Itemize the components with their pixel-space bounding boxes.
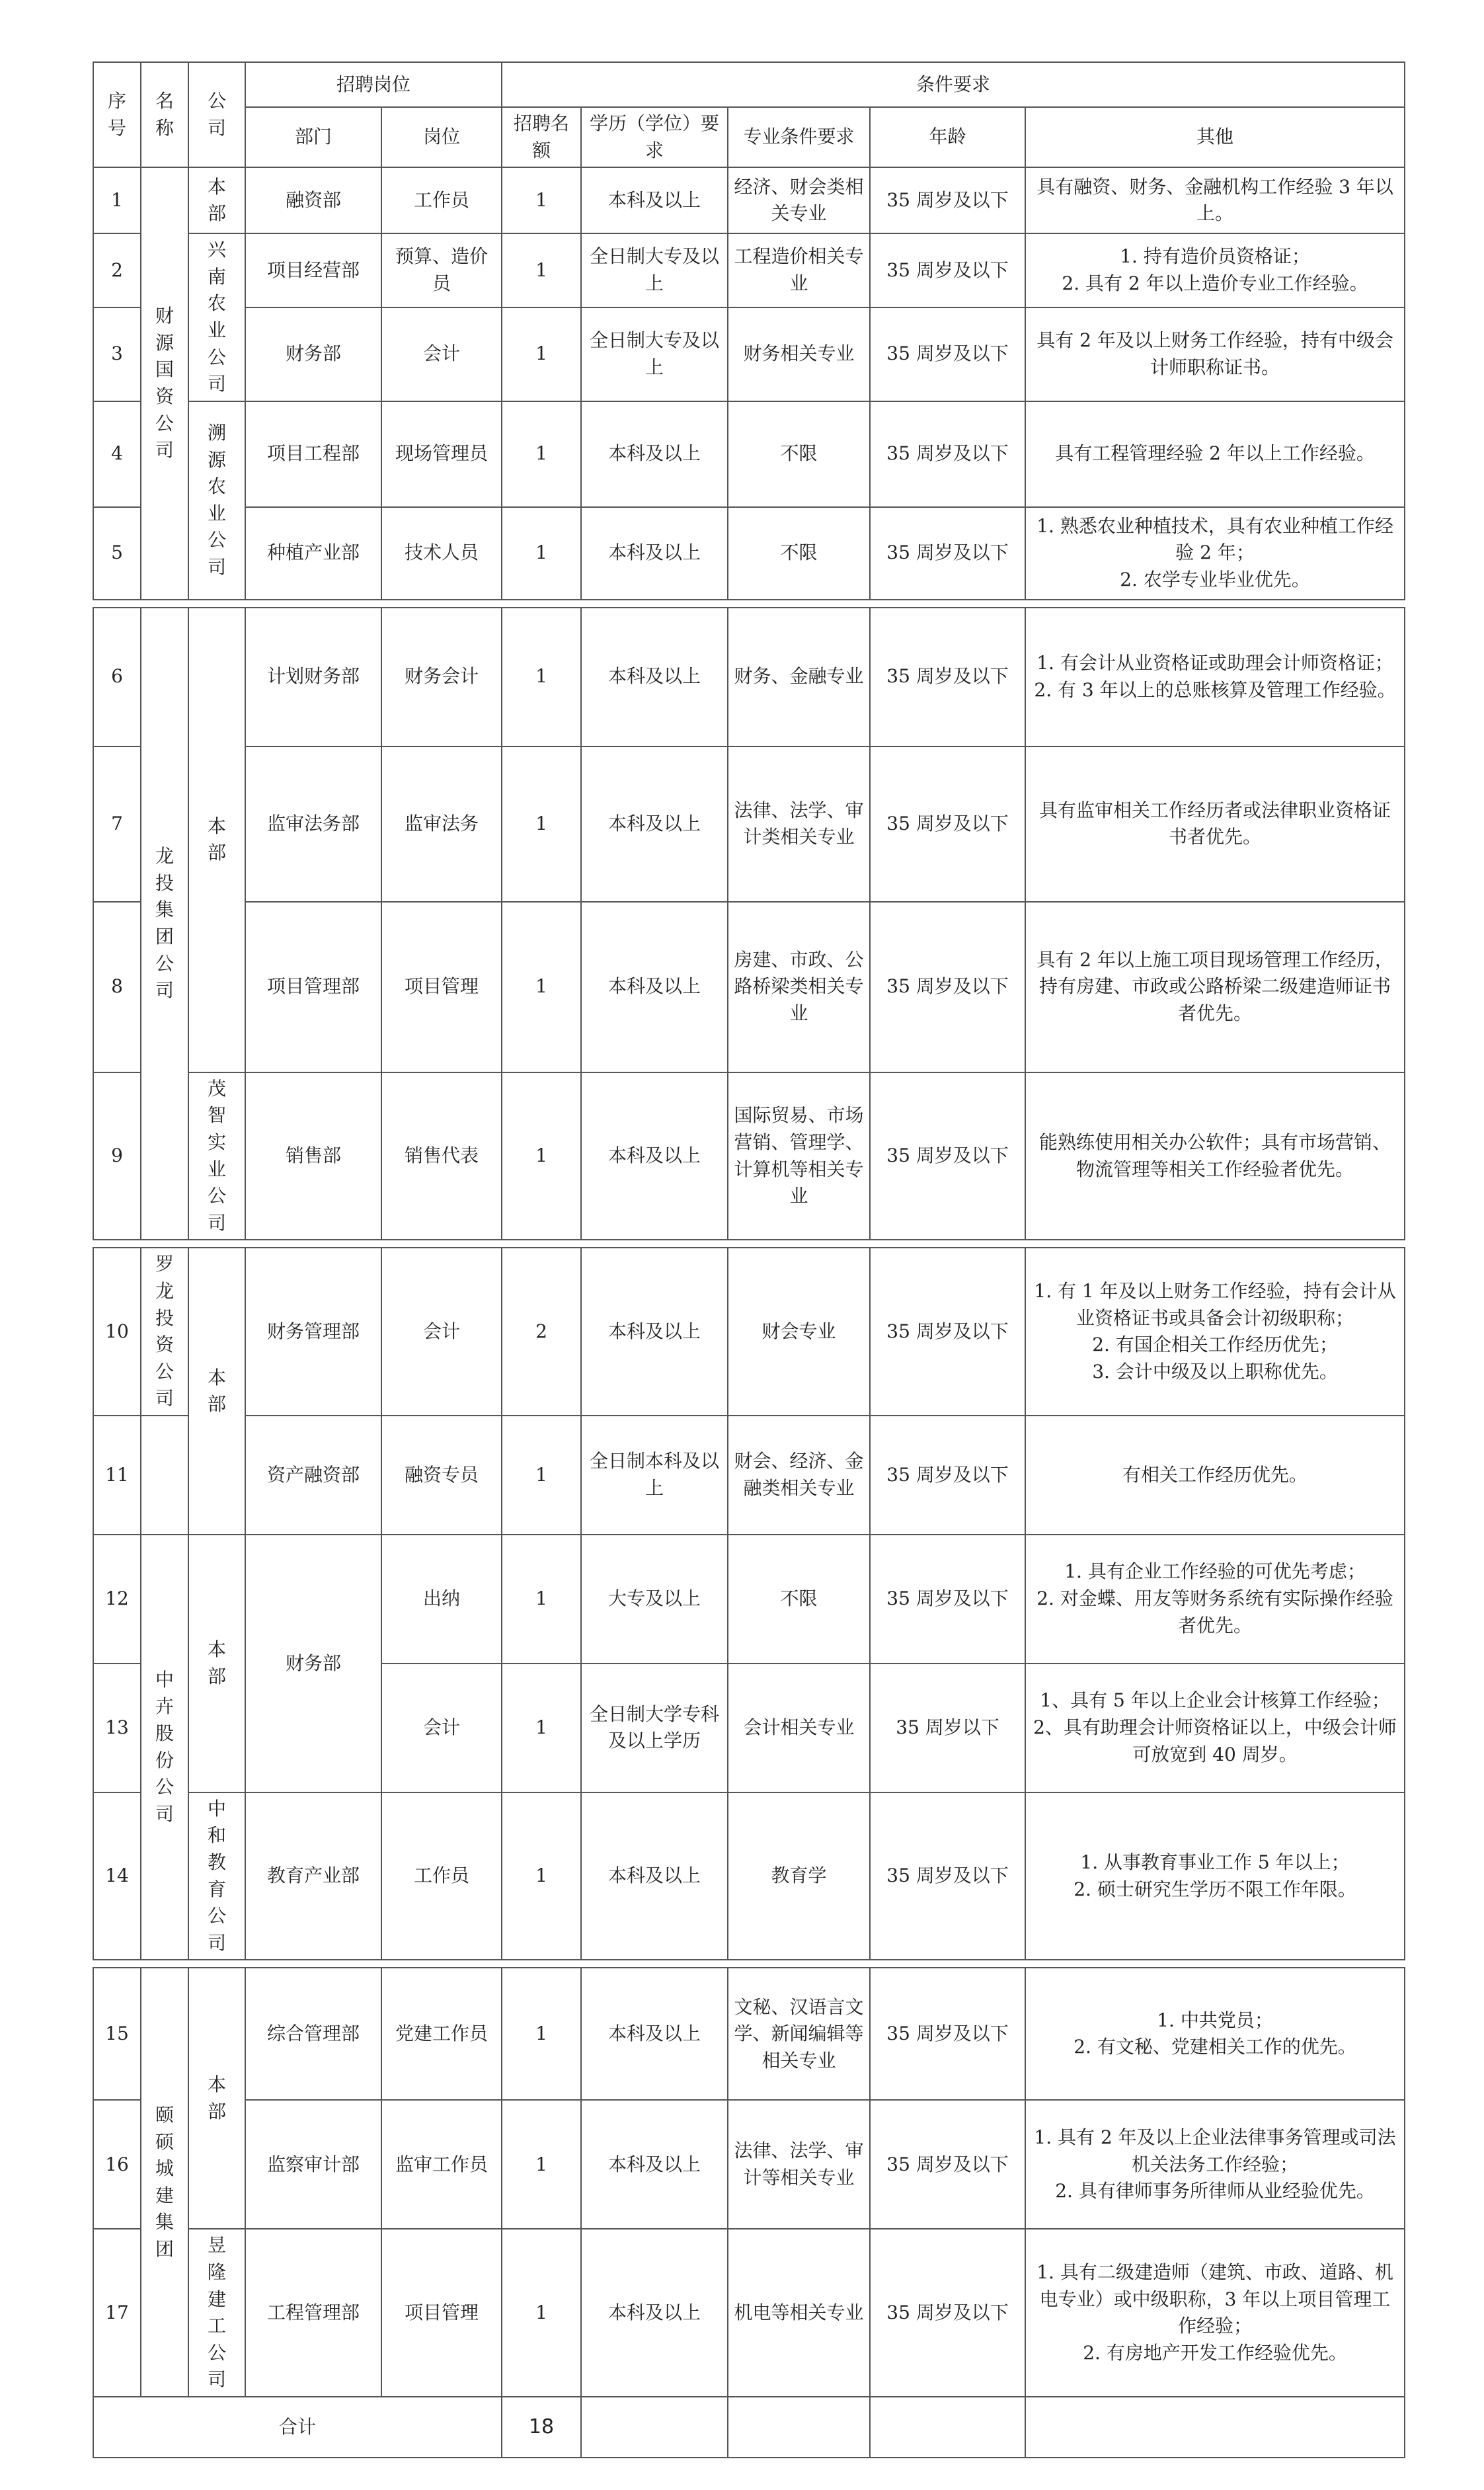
row-seq: 6 — [93, 608, 141, 746]
row-seq: 12 — [93, 1535, 141, 1664]
header-edu: 学历（学位）要求 — [581, 107, 728, 167]
row-edu: 全日制大学专科及以上学历 — [581, 1664, 728, 1792]
row-edu: 大专及以上 — [581, 1535, 728, 1664]
row-age: 35 周岁及以下 — [870, 902, 1025, 1072]
row-major: 工程造价相关专业 — [728, 233, 870, 307]
company-name: 兴南农业公司 — [188, 233, 245, 401]
row-seq: 11 — [93, 1416, 141, 1535]
row-post: 工作员 — [381, 167, 502, 233]
row-dept: 财务管理部 — [245, 1248, 381, 1416]
section-divider — [93, 1960, 1405, 1968]
row-quota: 1 — [502, 507, 581, 600]
row-dept: 教育产业部 — [245, 1792, 381, 1960]
row-edu: 全日制大专及以上 — [581, 307, 728, 401]
row-other: 1、具有 5 年以上企业会计核算工作经验； 2、具有助理会计师资格证以上，中级会计师可放宽到 40 周岁。 — [1025, 1664, 1405, 1792]
table-row — [93, 1072, 1405, 1240]
row-quota: 1 — [502, 1535, 581, 1664]
row-dept: 监察审计部 — [245, 2100, 381, 2229]
row-edu: 全日制大专及以上 — [581, 233, 728, 307]
header-age: 年龄 — [870, 107, 1025, 167]
header-other: 其他 — [1025, 107, 1405, 167]
row-dept: 项目工程部 — [245, 401, 381, 507]
row-other: 具有工程管理经验 2 年以上工作经验。 — [1025, 401, 1405, 507]
table-row — [93, 902, 1405, 1072]
row-edu: 本科及以上 — [581, 1248, 728, 1416]
row-dept: 综合管理部 — [245, 1968, 381, 2100]
row-other: 1. 具有二级建造师（建筑、市政、道路、机电专业）或中级职称，3 年以上项目管理工作经验； 2. 有房地产开发工作经验优先。 — [1025, 2229, 1405, 2397]
row-major: 经济、财会类相关专业 — [728, 167, 870, 233]
section-divider-cell — [93, 1960, 1405, 1968]
row-seq: 9 — [93, 1072, 141, 1240]
row-age: 35 周岁及以下 — [870, 1248, 1025, 1416]
company-name: 本部 — [188, 1248, 245, 1535]
row-major: 教育学 — [728, 1792, 870, 1960]
row-age: 35 周岁及以下 — [870, 2100, 1025, 2229]
section-divider-cell — [93, 600, 1405, 608]
company-name: 溯源农业公司 — [188, 401, 245, 600]
row-seq: 7 — [93, 746, 141, 902]
row-dept: 工程管理部 — [245, 2229, 381, 2397]
row-major: 财务、金融专业 — [728, 608, 870, 746]
row-post: 监审法务 — [381, 746, 502, 902]
row-major: 不限 — [728, 507, 870, 600]
row-dept: 资产融资部 — [245, 1416, 381, 1535]
row-post: 监审工作员 — [381, 2100, 502, 2229]
row-post: 出纳 — [381, 1535, 502, 1664]
header-position-group: 招聘岗位 — [245, 62, 502, 107]
row-major: 机电等相关专业 — [728, 2229, 870, 2397]
row-quota: 1 — [502, 2229, 581, 2397]
row-post: 技术人员 — [381, 507, 502, 600]
row-quota: 1 — [502, 2100, 581, 2229]
row-major: 会计相关专业 — [728, 1664, 870, 1792]
recruitment-table — [93, 61, 1405, 2458]
row-age: 35 周岁及以下 — [870, 1416, 1025, 1535]
header-condition-group: 条件要求 — [502, 62, 1405, 107]
row-quota: 2 — [502, 1248, 581, 1416]
row-age: 35 周岁及以下 — [870, 401, 1025, 507]
table-row — [93, 608, 1405, 746]
group-name-blank — [141, 1416, 188, 1535]
row-age: 35 周岁及以下 — [870, 1072, 1025, 1240]
company-name: 本部 — [188, 167, 245, 233]
row-edu: 本科及以上 — [581, 608, 728, 746]
row-post: 财务会计 — [381, 608, 502, 746]
row-age: 35 周岁及以下 — [870, 167, 1025, 233]
section-divider — [93, 1240, 1405, 1248]
row-other: 1. 有会计从业资格证或助理会计师资格证； 2. 有 3 年以上的总账核算及管理工作经验。 — [1025, 608, 1405, 746]
row-major: 文秘、汉语言文学、新闻编辑等相关专业 — [728, 1968, 870, 2100]
row-edu: 本科及以上 — [581, 167, 728, 233]
row-major: 不限 — [728, 1535, 870, 1664]
row-post: 会计 — [381, 1664, 502, 1792]
row-major: 不限 — [728, 401, 870, 507]
row-age: 35 周岁及以下 — [870, 1535, 1025, 1664]
total-empty — [728, 2397, 870, 2458]
row-quota: 1 — [502, 1416, 581, 1535]
table-row — [93, 1248, 1405, 1416]
table-row — [93, 307, 1405, 401]
row-seq: 1 — [93, 167, 141, 233]
row-quota: 1 — [502, 1072, 581, 1240]
row-quota: 1 — [502, 608, 581, 746]
company-name: 昱隆建工公司 — [188, 2229, 245, 2397]
total-row — [93, 2397, 1405, 2458]
row-quota: 1 — [502, 401, 581, 507]
table-row — [93, 2100, 1405, 2229]
row-dept: 销售部 — [245, 1072, 381, 1240]
header-name: 名称 — [141, 62, 188, 167]
row-age: 35 周岁及以下 — [870, 307, 1025, 401]
row-other: 1. 中共党员； 2. 有文秘、党建相关工作的优先。 — [1025, 1968, 1405, 2100]
row-seq: 5 — [93, 507, 141, 600]
row-dept: 财务部 — [245, 307, 381, 401]
row-dept: 融资部 — [245, 167, 381, 233]
row-age: 35 周岁及以下 — [870, 1968, 1025, 2100]
row-age: 35 周岁以下 — [870, 1664, 1025, 1792]
table-row — [93, 1968, 1405, 2100]
header-major: 专业条件要求 — [728, 107, 870, 167]
row-edu: 本科及以上 — [581, 2229, 728, 2397]
row-other: 能熟练使用相关办公软件；具有市场营销、物流管理等相关工作经验者优先。 — [1025, 1072, 1405, 1240]
row-edu: 本科及以上 — [581, 401, 728, 507]
row-post: 会计 — [381, 1248, 502, 1416]
row-seq: 16 — [93, 2100, 141, 2229]
total-empty — [870, 2397, 1025, 2458]
row-quota: 1 — [502, 307, 581, 401]
group-name: 罗龙投资公司 — [141, 1248, 188, 1416]
company-name: 中和教育公司 — [188, 1792, 245, 1960]
row-post: 预算、造价员 — [381, 233, 502, 307]
row-other: 具有监审相关工作经历者或法律职业资格证书者优先。 — [1025, 746, 1405, 902]
row-major: 法律、法学、审计类相关专业 — [728, 746, 870, 902]
table-row — [93, 233, 1405, 307]
row-other: 1. 具有 2 年及以上企业法律事务管理或司法机关法务工作经验； 2. 具有律师事务所律师从业经验优先。 — [1025, 2100, 1405, 2229]
section-divider — [93, 600, 1405, 608]
row-dept: 监审法务部 — [245, 746, 381, 902]
row-dept: 项目管理部 — [245, 902, 381, 1072]
row-quota: 1 — [502, 902, 581, 1072]
row-other: 1. 有 1 年及以上财务工作经验，持有会计从业资格证书或具备会计初级职称； 2. 有国企相关工作经历优先； 3. 会计中级及以上职称优先。 — [1025, 1248, 1405, 1416]
row-major: 财会专业 — [728, 1248, 870, 1416]
row-dept: 项目经营部 — [245, 233, 381, 307]
row-post: 销售代表 — [381, 1072, 502, 1240]
table-row — [93, 2229, 1405, 2397]
total-empty — [1025, 2397, 1405, 2458]
company-name: 茂智实业公司 — [188, 1072, 245, 1240]
row-major: 财务相关专业 — [728, 307, 870, 401]
table-row — [93, 1535, 1405, 1664]
row-seq: 8 — [93, 902, 141, 1072]
row-post: 项目管理 — [381, 902, 502, 1072]
header-row-2 — [93, 107, 1405, 167]
row-age: 35 周岁及以下 — [870, 746, 1025, 902]
table-row — [93, 1792, 1405, 1960]
row-other: 具有 2 年以上施工项目现场管理工作经历，持有房建、市政或公路桥梁二级建造师证书者优先。 — [1025, 902, 1405, 1072]
row-seq: 3 — [93, 307, 141, 401]
row-quota: 1 — [502, 746, 581, 902]
row-quota: 1 — [502, 1968, 581, 2100]
row-quota: 1 — [502, 1664, 581, 1792]
section-divider-cell — [93, 1240, 1405, 1248]
row-major: 财会、经济、金融类相关专业 — [728, 1416, 870, 1535]
table-row — [93, 1416, 1405, 1535]
table-row — [93, 746, 1405, 902]
row-post: 现场管理员 — [381, 401, 502, 507]
row-post: 项目管理 — [381, 2229, 502, 2397]
total-empty — [581, 2397, 728, 2458]
row-post: 党建工作员 — [381, 1968, 502, 2100]
row-major: 法律、法学、审计等相关专业 — [728, 2100, 870, 2229]
row-seq: 4 — [93, 401, 141, 507]
header-post: 岗位 — [381, 107, 502, 167]
row-edu: 本科及以上 — [581, 746, 728, 902]
row-dept: 种植产业部 — [245, 507, 381, 600]
row-other: 具有 2 年及以上财务工作经验，持有中级会计师职称证书。 — [1025, 307, 1405, 401]
header-seq: 序号 — [93, 62, 141, 167]
header-row-1 — [93, 62, 1405, 107]
row-seq: 10 — [93, 1248, 141, 1416]
company-name: 本部 — [188, 608, 245, 1072]
row-dept: 财务部 — [245, 1535, 381, 1792]
row-age: 35 周岁及以下 — [870, 2229, 1025, 2397]
row-other: 有相关工作经历优先。 — [1025, 1416, 1405, 1535]
row-edu: 本科及以上 — [581, 1792, 728, 1960]
row-other: 1. 具有企业工作经验的可优先考虑； 2. 对金蝶、用友等财务系统有实际操作经验者优先。 — [1025, 1535, 1405, 1664]
company-name: 本部 — [188, 1968, 245, 2229]
row-other: 1. 持有造价员资格证； 2. 具有 2 年以上造价专业工作经验。 — [1025, 233, 1405, 307]
row-seq: 14 — [93, 1792, 141, 1960]
row-edu: 本科及以上 — [581, 902, 728, 1072]
total-label: 合计 — [93, 2397, 502, 2458]
table-row — [93, 167, 1405, 233]
group-name: 中卉股份公司 — [141, 1535, 188, 1960]
row-major: 房建、市政、公路桥梁类相关专业 — [728, 902, 870, 1072]
row-edu: 全日制本科及以上 — [581, 1416, 728, 1535]
group-name: 龙投集团公司 — [141, 608, 188, 1240]
header-company: 公司 — [188, 62, 245, 167]
row-quota: 1 — [502, 167, 581, 233]
header-quota: 招聘名额 — [502, 107, 581, 167]
row-quota: 1 — [502, 1792, 581, 1960]
row-seq: 17 — [93, 2229, 141, 2397]
row-edu: 本科及以上 — [581, 2100, 728, 2229]
row-other: 1. 熟悉农业种植技术，具有农业种植工作经验 2 年； 2. 农学专业毕业优先。 — [1025, 507, 1405, 600]
row-edu: 本科及以上 — [581, 1968, 728, 2100]
row-age: 35 周岁及以下 — [870, 507, 1025, 600]
row-other: 具有融资、财务、金融机构工作经验 3 年以上。 — [1025, 167, 1405, 233]
row-major: 国际贸易、市场营销、管理学、计算机等相关专业 — [728, 1072, 870, 1240]
table-row — [93, 507, 1405, 600]
group-name: 财源国资公司 — [141, 167, 188, 600]
row-post: 会计 — [381, 307, 502, 401]
row-seq: 15 — [93, 1968, 141, 2100]
company-name: 本部 — [188, 1535, 245, 1792]
row-age: 35 周岁及以下 — [870, 233, 1025, 307]
table-row — [93, 401, 1405, 507]
row-edu: 本科及以上 — [581, 1072, 728, 1240]
row-dept: 计划财务部 — [245, 608, 381, 746]
header-dept: 部门 — [245, 107, 381, 167]
row-other: 1. 从事教育事业工作 5 年以上； 2. 硕士研究生学历不限工作年限。 — [1025, 1792, 1405, 1960]
row-seq: 13 — [93, 1664, 141, 1792]
total-value: 18 — [502, 2397, 581, 2458]
row-edu: 本科及以上 — [581, 507, 728, 600]
row-post: 融资专员 — [381, 1416, 502, 1535]
row-quota: 1 — [502, 233, 581, 307]
group-name: 颐硕城建集团 — [141, 1968, 188, 2397]
row-age: 35 周岁及以下 — [870, 608, 1025, 746]
row-age: 35 周岁及以下 — [870, 1792, 1025, 1960]
row-seq: 2 — [93, 233, 141, 307]
row-post: 工作员 — [381, 1792, 502, 1960]
